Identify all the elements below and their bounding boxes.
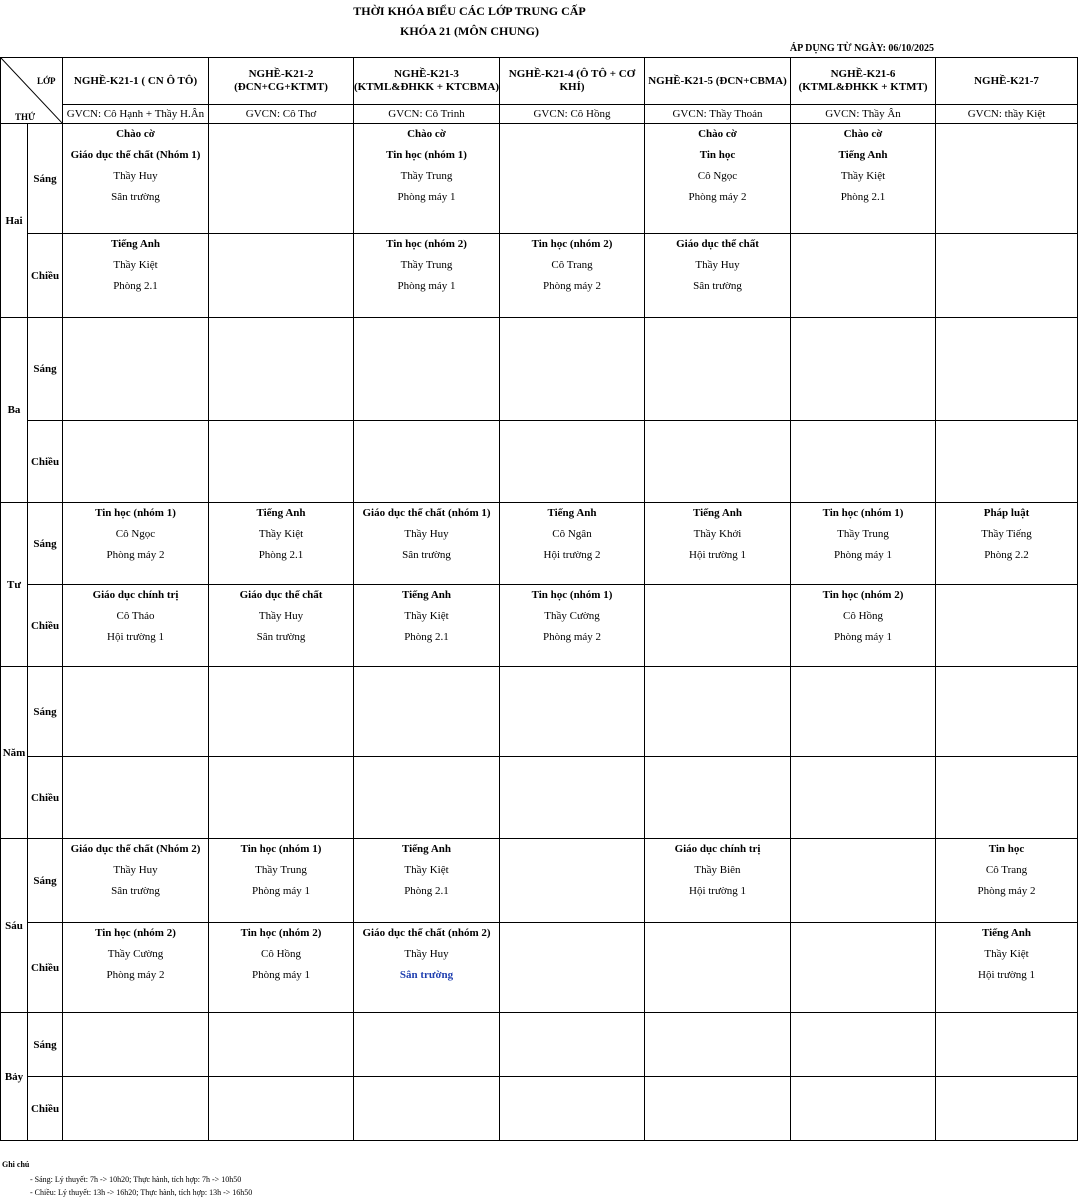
schedule-cell bbox=[354, 124, 500, 234]
schedule-cell bbox=[645, 839, 791, 923]
schedule-cell bbox=[209, 667, 354, 757]
teacher-name: Thầy Kiệt bbox=[840, 170, 886, 182]
corner-cell bbox=[1, 58, 63, 124]
session-label: Sáng bbox=[28, 667, 63, 757]
schedule-cell bbox=[791, 1013, 936, 1077]
schedule-cell bbox=[209, 124, 354, 234]
room-name: Hội trường 1 bbox=[107, 631, 164, 643]
room-name: Hội trường 1 bbox=[689, 885, 746, 897]
subject-name: Tiếng Anh bbox=[401, 589, 452, 601]
session-label: Chiều bbox=[28, 234, 63, 318]
subject-name: Tin học (nhóm 2) bbox=[822, 589, 904, 601]
applied-date: ÁP DỤNG TỪ NGÀY: 06/10/2025 bbox=[789, 43, 934, 54]
subject-name: Tin học bbox=[988, 843, 1025, 855]
note-morning: - Sáng: Lý thuyết: 7h -> 10h20; Thực hành, tích hợp: 7h -> 10h50 bbox=[30, 1175, 242, 1184]
teacher-name: Thầy Trung bbox=[400, 170, 453, 182]
session-label: Chiều bbox=[28, 923, 63, 1013]
schedule-cell bbox=[936, 757, 1078, 839]
schedule-cell bbox=[209, 923, 354, 1013]
class-header: NGHỀ-K21-7 bbox=[936, 58, 1078, 105]
schedule-cell bbox=[791, 234, 936, 318]
homeroom-teacher: GVCN: Cô Hạnh + Thầy H.Ân bbox=[63, 105, 209, 124]
subject-name: Tin học (nhóm 2) bbox=[95, 927, 176, 939]
teacher-name: Thầy Kiệt bbox=[258, 528, 304, 540]
schedule-cell bbox=[63, 839, 209, 923]
schedule-cell bbox=[936, 503, 1078, 585]
schedule-cell bbox=[645, 1077, 791, 1141]
subject-name: Tin học (nhóm 2) bbox=[240, 927, 322, 939]
flag-ceremony: Chào cờ bbox=[116, 128, 155, 140]
schedule-cell bbox=[936, 1013, 1078, 1077]
schedule-cell bbox=[500, 1013, 645, 1077]
subject-name: Tin học (nhóm 1) bbox=[822, 507, 904, 519]
room-name: Sân trường bbox=[111, 191, 160, 203]
schedule-cell bbox=[936, 234, 1078, 318]
homeroom-teacher: GVCN: thầy Kiệt bbox=[936, 105, 1078, 124]
session-label: Sáng bbox=[28, 503, 63, 585]
room-name: Phòng 2.1 bbox=[404, 885, 449, 897]
schedule-cell bbox=[354, 757, 500, 839]
teacher-name: Cô Trang bbox=[551, 259, 593, 271]
teacher-name: Thầy Kiệt bbox=[984, 948, 1029, 960]
schedule-cell bbox=[500, 585, 645, 667]
session-label: Sáng bbox=[28, 839, 63, 923]
schedule-cell bbox=[63, 421, 209, 503]
room-name: Phòng máy 2 bbox=[977, 885, 1036, 897]
session-label: Chiều bbox=[28, 421, 63, 503]
schedule-cell bbox=[500, 839, 645, 923]
schedule-cell bbox=[354, 923, 500, 1013]
schedule-cell bbox=[936, 318, 1078, 421]
room-name: Phòng 2.1 bbox=[840, 191, 886, 203]
schedule-cell bbox=[354, 318, 500, 421]
subject-name: Tin học (nhóm 2) bbox=[386, 238, 467, 250]
session-label: Sáng bbox=[28, 318, 63, 421]
subject-name: Giáo dục thể chất (Nhóm 1) bbox=[70, 149, 201, 161]
schedule-cell bbox=[63, 585, 209, 667]
schedule-cell bbox=[500, 234, 645, 318]
day-label: Ba bbox=[1, 318, 28, 503]
schedule-cell bbox=[63, 234, 209, 318]
schedule-cell bbox=[936, 839, 1078, 923]
schedule-cell bbox=[209, 421, 354, 503]
teacher-name: Cô Thảo bbox=[116, 610, 155, 622]
room-name: Phòng máy 2 bbox=[106, 969, 165, 981]
schedule-cell bbox=[354, 234, 500, 318]
schedule-cell bbox=[209, 1077, 354, 1141]
session-label: Chiều bbox=[28, 1077, 63, 1141]
schedule-cell bbox=[354, 585, 500, 667]
subject-name: Tin học (nhóm 1) bbox=[531, 589, 613, 601]
room-name: Sân trường bbox=[111, 885, 160, 897]
session-label: Chiều bbox=[28, 585, 63, 667]
schedule-cell bbox=[500, 667, 645, 757]
schedule-cell bbox=[936, 1077, 1078, 1141]
subject-name: Pháp luật bbox=[983, 507, 1030, 519]
subject-name: Tin học (nhóm 1) bbox=[386, 149, 467, 161]
schedule-cell bbox=[936, 667, 1078, 757]
teacher-name: Thầy Khởi bbox=[693, 528, 742, 540]
schedule-cell bbox=[209, 839, 354, 923]
schedule-cell bbox=[354, 667, 500, 757]
subject-name: Giáo dục thể chất (nhóm 1) bbox=[362, 507, 491, 519]
schedule-cell bbox=[354, 1077, 500, 1141]
schedule-cell bbox=[209, 318, 354, 421]
teacher-name: Thầy Kiệt bbox=[113, 259, 158, 271]
schedule-cell bbox=[645, 234, 791, 318]
room-name: Phòng 2.1 bbox=[404, 631, 449, 643]
homeroom-teacher: GVCN: Cô Thơ bbox=[209, 105, 354, 124]
schedule-cell bbox=[645, 421, 791, 503]
homeroom-teacher: GVCN: Thầy Thoản bbox=[645, 105, 791, 124]
subject-name: Giáo dục thể chất (Nhóm 2) bbox=[70, 843, 201, 855]
teacher-name: Thầy Cường bbox=[107, 948, 164, 960]
schedule-cell bbox=[63, 124, 209, 234]
schedule-cell bbox=[791, 667, 936, 757]
class-axis-label: LỚP bbox=[37, 76, 56, 86]
subject-name: Tiếng Anh bbox=[256, 507, 306, 519]
room-name: Phòng máy 1 bbox=[251, 885, 311, 897]
class-header: NGHỀ-K21-1 ( CN Ô TÔ) bbox=[63, 58, 209, 105]
flag-ceremony: Chào cờ bbox=[698, 128, 737, 140]
schedule-cell bbox=[500, 503, 645, 585]
room-name: Phòng máy 1 bbox=[833, 631, 893, 643]
room-name: Phòng máy 1 bbox=[251, 969, 311, 981]
homeroom-teacher: GVCN: Cô Hồng bbox=[500, 105, 645, 124]
note-afternoon: - Chiều: Lý thuyết: 13h -> 16h20; Thực hành, tích hợp: 13h -> 16h50 bbox=[30, 1188, 253, 1197]
subject-name: Tin học bbox=[699, 149, 736, 161]
schedule-cell bbox=[645, 124, 791, 234]
room-name: Phòng máy 2 bbox=[688, 191, 747, 203]
subject-name: Tiếng Anh bbox=[547, 507, 597, 519]
schedule-cell bbox=[63, 667, 209, 757]
schedule-cell bbox=[791, 503, 936, 585]
teacher-name: Thầy Biên bbox=[694, 864, 741, 876]
subject-name: Giáo dục thể chất bbox=[239, 589, 323, 601]
session-label: Chiều bbox=[28, 757, 63, 839]
teacher-name: Thầy Trung bbox=[255, 864, 307, 876]
schedule-cell bbox=[354, 1013, 500, 1077]
class-header: NGHỀ-K21-3 (KTML&ĐHKK + KTCBMA) bbox=[354, 58, 500, 105]
room-name: Phòng 2.2 bbox=[984, 549, 1029, 561]
class-header: NGHỀ-K21-5 (ĐCN+CBMA) bbox=[645, 58, 791, 105]
room-name: Hội trường 1 bbox=[978, 969, 1035, 981]
teacher-name: Thầy Huy bbox=[404, 948, 449, 960]
teacher-name: Cô Trang bbox=[985, 864, 1028, 876]
subject-name: Giáo dục chính trị bbox=[674, 843, 761, 855]
schedule-cell bbox=[791, 585, 936, 667]
subject-name: Tin học (nhóm 1) bbox=[95, 507, 176, 519]
room-name: Sân trường bbox=[399, 969, 454, 981]
room-name: Sân trường bbox=[256, 631, 306, 643]
subject-name: Tiếng Anh bbox=[838, 149, 888, 161]
schedule-cell bbox=[791, 318, 936, 421]
schedule-cell bbox=[500, 124, 645, 234]
room-name: Phòng máy 2 bbox=[542, 280, 602, 292]
teacher-name: Thầy Trung bbox=[837, 528, 889, 540]
teacher-name: Cô Hồng bbox=[842, 610, 884, 622]
teacher-name: Thầy Huy bbox=[404, 528, 449, 540]
schedule-cell bbox=[500, 923, 645, 1013]
subject-name: Tin học (nhóm 1) bbox=[240, 843, 322, 855]
class-header: NGHỀ-K21-4 (Ô TÔ + CƠ KHÍ) bbox=[500, 58, 645, 105]
schedule-cell bbox=[936, 421, 1078, 503]
subject-name: Tiếng Anh bbox=[692, 507, 743, 519]
room-name: Sân trường bbox=[693, 280, 742, 292]
subject-name: Giáo dục thể chất bbox=[676, 238, 759, 250]
schedule-cell bbox=[645, 503, 791, 585]
timetable bbox=[0, 57, 1078, 1141]
homeroom-teacher: GVCN: Cô Trinh bbox=[354, 105, 500, 124]
room-name: Phòng máy 1 bbox=[397, 191, 456, 203]
schedule-cell bbox=[791, 124, 936, 234]
day-label: Hai bbox=[1, 124, 28, 318]
schedule-cell bbox=[500, 757, 645, 839]
room-name: Phòng 2.1 bbox=[258, 549, 304, 561]
session-label: Sáng bbox=[28, 124, 63, 234]
teacher-name: Cô Ngọc bbox=[697, 170, 738, 182]
schedule-cell bbox=[791, 421, 936, 503]
notes-label: Ghi chú bbox=[2, 1160, 30, 1169]
page-title: THỜI KHÓA BIỂU CÁC LỚP TRUNG CẤP bbox=[353, 4, 586, 18]
schedule-cell bbox=[791, 923, 936, 1013]
subject-name: Tiếng Anh bbox=[110, 238, 161, 250]
subject-name: Tiếng Anh bbox=[401, 843, 452, 855]
schedule-cell bbox=[63, 1013, 209, 1077]
day-label: Năm bbox=[1, 667, 28, 839]
flag-ceremony: Chào cờ bbox=[407, 128, 446, 140]
subject-name: Tin học (nhóm 2) bbox=[531, 238, 613, 250]
schedule-cell bbox=[63, 1077, 209, 1141]
room-name: Phòng 2.1 bbox=[113, 280, 158, 292]
room-name: Sân trường bbox=[402, 549, 451, 561]
schedule-cell bbox=[500, 1077, 645, 1141]
teacher-name: Cô Ngân bbox=[552, 528, 592, 540]
schedule-cell bbox=[936, 585, 1078, 667]
subject-name: Giáo dục chính trị bbox=[92, 589, 179, 601]
teacher-name: Thầy Trung bbox=[400, 259, 453, 271]
room-name: Hội trường 2 bbox=[543, 549, 601, 561]
schedule-cell bbox=[645, 923, 791, 1013]
schedule-cell bbox=[354, 839, 500, 923]
schedule-cell bbox=[645, 1013, 791, 1077]
teacher-name: Thầy Huy bbox=[258, 610, 304, 622]
schedule-cell bbox=[936, 923, 1078, 1013]
schedule-cell bbox=[645, 585, 791, 667]
homeroom-teacher: GVCN: Thầy Ân bbox=[791, 105, 936, 124]
teacher-name: Thầy Kiệt bbox=[404, 610, 449, 622]
schedule-cell bbox=[209, 585, 354, 667]
subject-name: Tiếng Anh bbox=[981, 927, 1032, 939]
day-label: Tư bbox=[1, 503, 28, 667]
teacher-name: Thầy Tiếng bbox=[981, 528, 1032, 540]
day-axis-label: THỨ bbox=[15, 112, 36, 122]
schedule-cell bbox=[645, 757, 791, 839]
room-name: Phòng máy 1 bbox=[833, 549, 893, 561]
teacher-name: Thầy Huy bbox=[695, 259, 740, 271]
schedule-cell bbox=[645, 667, 791, 757]
teacher-name: Thầy Kiệt bbox=[404, 864, 449, 876]
room-name: Phòng máy 2 bbox=[542, 631, 602, 643]
session-label: Sáng bbox=[28, 1013, 63, 1077]
subject-name: Giáo dục thể chất (nhóm 2) bbox=[362, 927, 491, 939]
schedule-cell bbox=[63, 923, 209, 1013]
teacher-name: Thầy Huy bbox=[113, 864, 158, 876]
room-name: Phòng máy 1 bbox=[397, 280, 456, 292]
teacher-name: Cô Hồng bbox=[260, 948, 302, 960]
page-subtitle: KHÓA 21 (MÔN CHUNG) bbox=[400, 24, 539, 38]
schedule-cell bbox=[209, 234, 354, 318]
schedule-cell bbox=[645, 318, 791, 421]
schedule-cell bbox=[354, 421, 500, 503]
schedule-cell bbox=[500, 421, 645, 503]
teacher-name: Cô Ngọc bbox=[115, 528, 156, 540]
day-label: Bảy bbox=[1, 1013, 28, 1141]
schedule-cell bbox=[63, 757, 209, 839]
room-name: Hội trường 1 bbox=[689, 549, 746, 561]
class-header: NGHỀ-K21-6 (KTML&ĐHKK + KTMT) bbox=[791, 58, 936, 105]
schedule-cell bbox=[354, 503, 500, 585]
schedule-cell bbox=[209, 757, 354, 839]
schedule-cell bbox=[209, 503, 354, 585]
room-name: Phòng máy 2 bbox=[106, 549, 165, 561]
schedule-cell bbox=[63, 503, 209, 585]
class-header: NGHỀ-K21-2 (ĐCN+CG+KTMT) bbox=[209, 58, 354, 105]
teacher-name: Thầy Huy bbox=[113, 170, 158, 182]
schedule-cell bbox=[791, 757, 936, 839]
schedule-cell bbox=[936, 124, 1078, 234]
schedule-cell bbox=[791, 839, 936, 923]
schedule-cell bbox=[500, 318, 645, 421]
schedule-cell bbox=[791, 1077, 936, 1141]
day-label: Sáu bbox=[1, 839, 28, 1013]
schedule-cell bbox=[63, 318, 209, 421]
teacher-name: Thầy Cường bbox=[544, 610, 600, 622]
schedule-cell bbox=[209, 1013, 354, 1077]
flag-ceremony: Chào cờ bbox=[843, 128, 883, 140]
